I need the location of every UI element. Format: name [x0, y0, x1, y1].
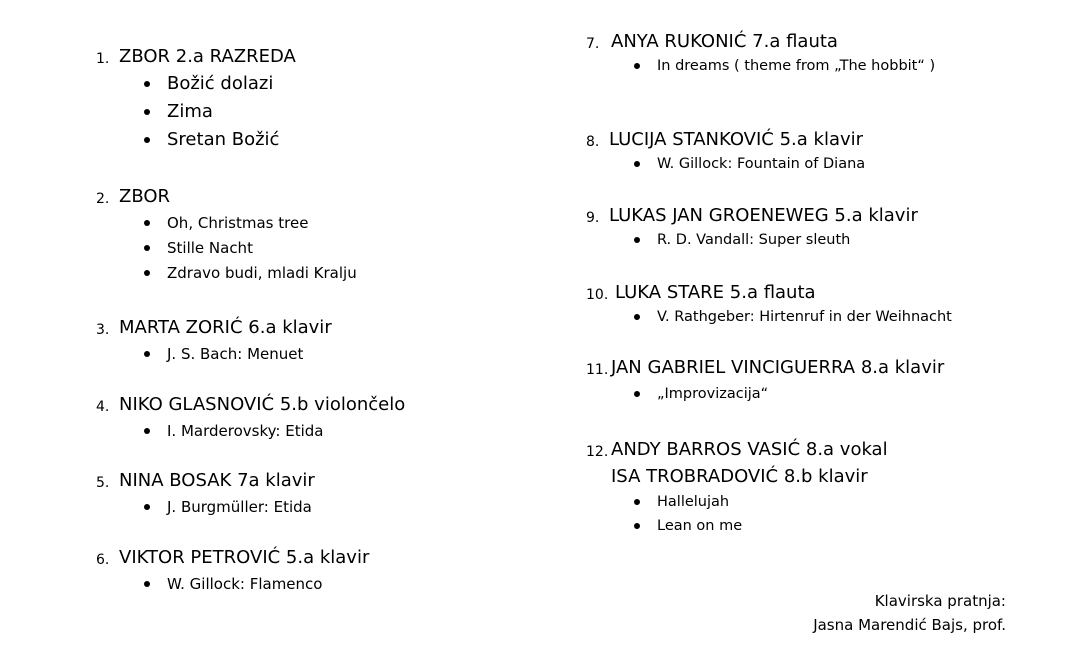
- piece-item: Hallelujah: [634, 492, 742, 516]
- piece-list: [634, 384, 768, 408]
- performer-name: LUKAS JAN GROENEWEG 5.a klavir: [609, 205, 918, 226]
- accompaniment-label: Klavirska pratnja:: [874, 592, 1006, 610]
- piece-item: „Improvizacija“: [634, 384, 768, 408]
- performer-name: ANDY BARROS VASIĆ 8.a vokal: [611, 439, 888, 460]
- piece-list: [634, 492, 742, 540]
- entry-number: 12.: [586, 444, 609, 460]
- piece-item: J. S. Bach: Menuet: [144, 344, 303, 369]
- piece-list: [634, 307, 952, 331]
- piece-item: Sretan Božić: [144, 129, 279, 157]
- performer-name: MARTA ZORIĆ 6.a klavir: [119, 317, 332, 338]
- program-entry-1: [96, 45, 566, 150]
- performer-name: LUCIJA STANKOVIĆ 5.a klavir: [609, 129, 864, 150]
- piece-item: Lean on me: [634, 516, 742, 540]
- piece-list: [144, 497, 312, 522]
- entry-heading: [586, 438, 1056, 492]
- performer-name: NIKO GLASNOVIĆ 5.b violončelo: [119, 394, 406, 415]
- program-entry-12: [586, 438, 1056, 534]
- performer-name: ZBOR: [119, 186, 171, 207]
- entry-heading: [96, 546, 566, 572]
- performer-name: NINA BOSAK 7a klavir: [119, 470, 315, 491]
- entry-number: 10.: [586, 287, 609, 303]
- entry-number: 11.: [586, 362, 609, 378]
- piece-list: [144, 421, 323, 446]
- program-entry-7: [586, 30, 1056, 74]
- piece-item: In dreams ( theme from „The hobbit“ ): [634, 56, 935, 80]
- entry-heading: [96, 185, 566, 211]
- piece-list: [634, 56, 935, 80]
- program-entry-10: [586, 281, 1056, 325]
- piece-list: [144, 574, 322, 599]
- piece-item: Božić dolazi: [144, 73, 279, 101]
- accompaniment-name: Jasna Marendić Bajs, prof.: [813, 616, 1006, 634]
- program-entry-6: [96, 546, 566, 593]
- entry-heading: [96, 469, 566, 495]
- piece-item: W. Gillock: Flamenco: [144, 574, 322, 599]
- entry-heading: [96, 45, 566, 71]
- piece-item: Stille Nacht: [144, 238, 357, 263]
- piece-list: [144, 213, 357, 288]
- program-entry-5: [96, 469, 566, 516]
- entry-heading: [586, 281, 1056, 307]
- piece-item: R. D. Vandall: Super sleuth: [634, 230, 850, 254]
- entry-heading: [586, 356, 1056, 382]
- piece-item: Zima: [144, 101, 279, 129]
- program-entry-3: [96, 316, 566, 363]
- entry-number: 2.: [96, 191, 110, 207]
- program-entry-11: [586, 356, 1056, 402]
- accompaniment-credit: [813, 589, 1006, 637]
- entry-heading: [586, 204, 1056, 230]
- entry-number: 6.: [96, 552, 110, 568]
- entry-number: 3.: [96, 322, 110, 338]
- entry-heading: [96, 393, 566, 419]
- entry-heading: [586, 30, 1056, 56]
- piece-item: I. Marderovsky: Etida: [144, 421, 323, 446]
- program-entry-8: [586, 128, 1056, 172]
- entry-heading: [96, 316, 566, 342]
- entry-number: 7.: [586, 36, 600, 52]
- program-entry-2: [96, 185, 566, 282]
- program-entry-9: [586, 204, 1056, 248]
- entry-number: 1.: [96, 51, 110, 67]
- entry-number: 4.: [96, 399, 110, 415]
- piece-list: [634, 154, 865, 178]
- entry-number: 8.: [586, 134, 600, 150]
- performer-name: VIKTOR PETROVIĆ 5.a klavir: [119, 547, 370, 568]
- performer-name: ANYA RUKONIĆ 7.a flauta: [611, 31, 838, 52]
- entry-heading: [586, 128, 1056, 154]
- entry-number: 5.: [96, 475, 110, 491]
- piece-list: [634, 230, 850, 254]
- performer-name-second: ISA TROBRADOVIĆ 8.b klavir: [611, 466, 868, 487]
- piece-list: [144, 344, 303, 369]
- performer-name: ZBOR 2.a RAZREDA: [119, 46, 296, 67]
- piece-item: V. Rathgeber: Hirtenruf in der Weihnacht: [634, 307, 952, 331]
- performer-name: JAN GABRIEL VINCIGUERRA 8.a klavir: [611, 357, 945, 378]
- entry-number: 9.: [586, 210, 600, 226]
- piece-item: W. Gillock: Fountain of Diana: [634, 154, 865, 178]
- piece-item: Zdravo budi, mladi Kralju: [144, 263, 357, 288]
- piece-item: J. Burgmüller: Etida: [144, 497, 312, 522]
- piece-item: Oh, Christmas tree: [144, 213, 357, 238]
- piece-list: [144, 73, 279, 157]
- performer-name: LUKA STARE 5.a flauta: [615, 282, 816, 303]
- program-entry-4: [96, 393, 566, 440]
